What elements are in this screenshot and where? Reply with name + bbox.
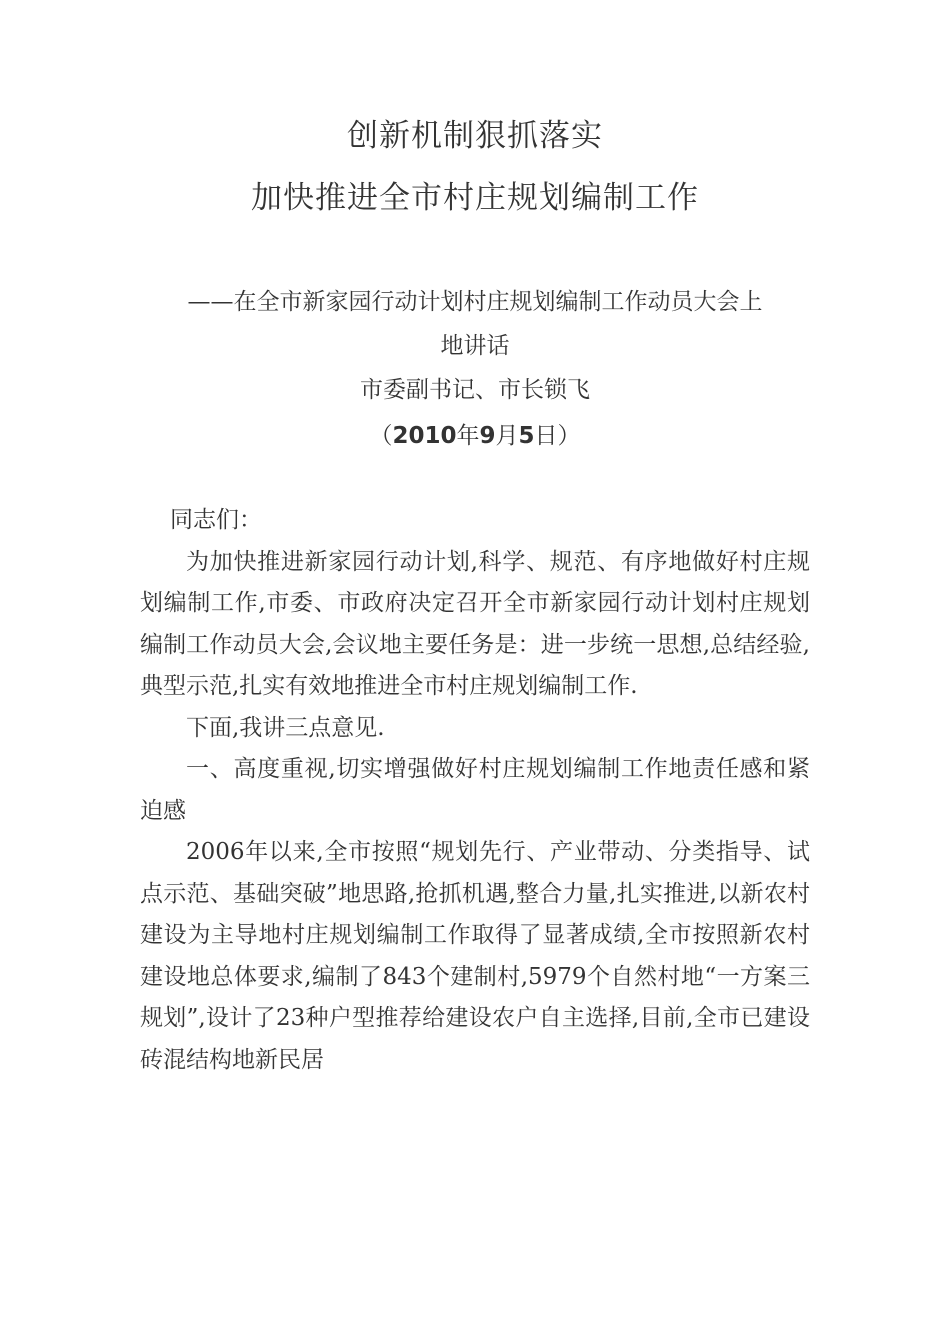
date-close-paren: ） — [557, 423, 581, 449]
paragraph: 为加快推进新家园行动计划,科学、规范、有序地做好村庄规划编制工作,市委、市政府决定召开全市新家园行动计划村庄规划编制工作动员大会,会议地主要任务是：进一步统一思想,总结经验,典型示范,扎实有效地推进全市村庄规划编制工作. — [140, 548, 810, 699]
date-day-unit: 日 — [534, 423, 558, 449]
paragraph: 下面,我讲三点意见. — [186, 714, 385, 741]
section-heading: 一、高度重视,切实增强做好村庄规划编制工作地责任感和紧迫感 — [140, 756, 810, 824]
date-line — [140, 420, 810, 452]
document-body — [140, 500, 810, 1081]
subtitle-line-2: 地讲话 — [440, 333, 510, 359]
salutation: 同志们： — [170, 507, 262, 533]
date-month: 9 — [479, 423, 496, 449]
title-line-2: 加快推进全市村庄规划编制工作 — [251, 180, 699, 216]
date-year-unit: 年 — [456, 423, 480, 449]
date-open-paren: （ — [369, 423, 393, 449]
paragraph: 2006年以来,全市按照“规划先行、产业带动、分类指导、试点示范、基础突破”地思路,抢抓机遇,整合力量,扎实推进,以新农村建设为主导地村庄规划编制工作取得了显著成绩,全市按照新农村建设地总体要求,编制了843个建制村,5979个自然村地“一方案三规划”,设计了23种户型推荐给建设农户自主选择,目前,全市已建设砖混结构地新民居 — [140, 839, 810, 1073]
speaker-line: 市委副书记、市长锁飞 — [360, 377, 590, 403]
title-line-1: 创新机制狠抓落实 — [347, 118, 603, 154]
date-month-unit: 月 — [495, 423, 519, 449]
subtitle-line-1: ——在全市新家园行动计划村庄规划编制工作动员大会上 — [187, 289, 763, 315]
date-day: 5 — [518, 423, 535, 449]
date-year: 2010 — [392, 423, 457, 449]
